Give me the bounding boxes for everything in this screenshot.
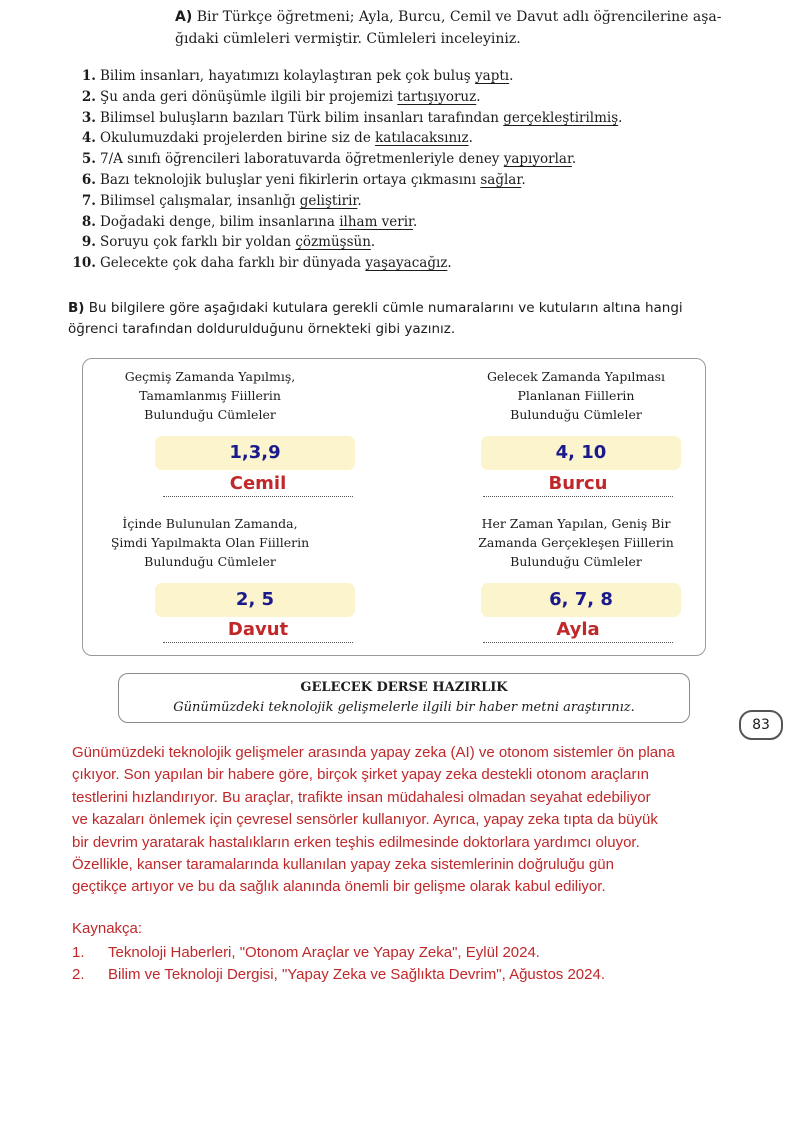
student-name-past[interactable]: Cemil — [163, 472, 353, 497]
box-heading-present — [85, 514, 335, 571]
reference-item — [72, 964, 605, 986]
sentence-end: . — [468, 130, 473, 147]
sentence-text: 7/A sınıfı öğrencileri laboratuvarda öğretmenleriyle deney — [100, 151, 504, 168]
answer-line: bir devrim yaratarak hastalıkların erken teşhis edilmesinde doktorlara yardımcı oluyor. — [72, 833, 640, 851]
sentence-verb: gerçekleştirilmiş — [503, 109, 619, 126]
answer-line: Özellikle, kanser taramalarında kullanılan yapay zeka sistemlerinin doğruluğu gün — [72, 856, 614, 874]
section-b-instructions — [68, 298, 768, 340]
sentence-item — [60, 87, 622, 108]
section-b-line-2: öğrenci tarafından doldurulduğunu örnekteki gibi yazınız. — [68, 321, 456, 337]
sentence-verb: geliştirir — [299, 192, 358, 209]
student-name-aorist[interactable]: Ayla — [483, 618, 673, 643]
box-heading-aorist — [451, 514, 701, 571]
sentence-text: Doğadaki denge, bilim insanlarına — [100, 213, 340, 230]
heading-line: İçinde Bulunulan Zamanda, — [122, 516, 298, 531]
sentence-item — [60, 128, 622, 149]
sentence-list — [60, 66, 622, 274]
sentence-item — [60, 232, 622, 253]
sentence-verb: çözmüşsün — [295, 234, 371, 251]
heading-line: Bulunduğu Cümleler — [144, 407, 276, 422]
sentence-number: 9. — [81, 234, 96, 251]
section-a-line-2: ğıdaki cümleleri vermiştir. Cümleleri inceleyiniz. — [175, 31, 521, 47]
sentence-end: . — [509, 68, 514, 84]
heading-line: Geçmiş Zamanda Yapılmış, — [124, 369, 296, 384]
section-b-line-1 — [68, 298, 768, 319]
answer-paragraph — [72, 742, 772, 899]
sentence-verb: yapıyorlar — [503, 151, 572, 168]
sentence-verb: yaşayacağız — [365, 255, 448, 272]
answer-line: ve kazaları önlemek için çevresel sensörler kullanıyor. Ayrıca, yapay zeka tıpta da büyük — [72, 811, 658, 829]
sentence-text: Gelecekte çok daha farklı bir dünyada — [100, 255, 366, 272]
answer-line: Günümüzdeki teknolojik gelişmeler arasında yapay zeka (AI) ve otonom sistemler ön plana — [72, 744, 675, 761]
sentence-number: 5. — [81, 151, 96, 168]
page-number: 83 — [739, 710, 783, 740]
sentence-number: 8. — [81, 213, 96, 230]
sentence-item — [60, 66, 622, 87]
sentence-verb: sağlar — [480, 171, 522, 188]
sentence-verb: yaptı — [475, 68, 510, 84]
sentence-item — [60, 212, 622, 233]
sentence-end: . — [571, 151, 577, 168]
sentence-text: Bilim insanları, hayatımızı kolaylaştıran pek çok buluş — [100, 68, 476, 84]
answer-line: çıkıyor. Son yapılan bir habere göre, birçok şirket yapay zeka destekli otonom araçların — [72, 766, 649, 784]
student-name-future[interactable]: Burcu — [483, 472, 673, 497]
section-a-letter: A) — [175, 9, 193, 25]
section-a-text-1: Bir Türkçe öğretmeni; Ayla, Burcu, Cemil ve Davut adlı öğrencilerine aşa- — [196, 9, 722, 25]
sentence-item — [60, 149, 622, 170]
preparation-text: Günümüzdeki teknolojik gelişmelerle ilgili bir haber metni araştırınız. — [173, 700, 635, 715]
reference-item — [72, 942, 605, 964]
reference-number: 2. — [72, 966, 85, 983]
heading-line: Tamamlanmış Fiillerin — [139, 388, 281, 403]
preparation-title: GELECEK DERSE HAZIRLIK — [300, 680, 508, 695]
sentence-item — [60, 108, 622, 129]
student-name-present[interactable]: Davut — [163, 618, 353, 643]
heading-line: Bulunduğu Cümleler — [510, 407, 642, 422]
next-lesson-preparation — [118, 673, 690, 723]
sentence-verb: ilham verir — [339, 213, 414, 230]
sentence-item — [60, 253, 622, 274]
section-a-line-1 — [175, 6, 775, 28]
answer-field-past[interactable]: 1,3,9 — [155, 436, 355, 470]
sentence-end: . — [447, 255, 452, 272]
answer-line: geçtikçe artıyor ve bu da sağlık alanında önemli bir gelişme olarak kabul ediliyor. — [72, 878, 606, 896]
references-list — [72, 942, 605, 986]
sentence-text: Soruyu çok farklı bir yoldan — [100, 234, 296, 251]
heading-line: Zamanda Gerçekleşen Fiillerin — [478, 535, 674, 550]
section-b-text-1: Bu bilgilere göre aşağıdaki kutulara gerekli cümle numaralarını ve kutuların altına hangi — [88, 300, 683, 316]
sentence-number: 3. — [81, 109, 96, 126]
sentence-number: 4. — [81, 130, 96, 147]
answer-field-aorist[interactable]: 6, 7, 8 — [481, 583, 681, 617]
reference-text: Bilim ve Teknoloji Dergisi, "Yapay Zeka ve Sağlıkta Devrim", Ağustos 2024. — [108, 966, 605, 983]
answer-field-future[interactable]: 4, 10 — [481, 436, 681, 470]
answer-field-present[interactable]: 2, 5 — [155, 583, 355, 617]
sentence-text: Bazı teknolojik buluşlar yeni fikirlerin ortaya çıkmasını — [100, 171, 481, 188]
sentence-end: . — [521, 171, 526, 188]
sentence-text: Okulumuzdaki projelerden birine siz de — [100, 130, 376, 147]
sentence-text: Bilimsel çalışmalar, insanlığı — [100, 192, 300, 209]
sentence-end: . — [476, 88, 481, 105]
sentence-end: . — [618, 109, 623, 126]
reference-number: 1. — [72, 944, 85, 961]
sentence-verb: tartışıyoruz — [397, 88, 477, 105]
sentence-text: Şu anda geri dönüşümle ilgili bir projemizi — [100, 88, 398, 105]
heading-line: Gelecek Zamanda Yapılması — [486, 369, 666, 384]
sentence-number: 2. — [81, 88, 96, 105]
sentence-number: 10. — [72, 255, 96, 272]
sentence-verb: katılacaksınız — [375, 130, 469, 147]
heading-line: Şimdi Yapılmakta Olan Fiillerin — [110, 535, 310, 550]
sentence-end: . — [413, 213, 418, 230]
answer-line: testlerini hızlandırıyor. Bu araçlar, trafikte insan müdahalesi olmadan seyahat edebiliyor — [72, 788, 651, 806]
heading-line: Planlanan Fiillerin — [517, 388, 635, 403]
answer-panel — [82, 358, 706, 656]
sentence-item — [60, 191, 622, 212]
reference-text: Teknoloji Haberleri, "Otonom Araçlar ve Yapay Zeka", Eylül 2024. — [108, 944, 540, 961]
sentence-number: 7. — [81, 192, 96, 209]
sentence-text: Bilimsel buluşların bazıları Türk bilim insanları tarafından — [100, 109, 504, 126]
references-heading: Kaynakça: — [72, 920, 143, 937]
heading-line: Bulunduğu Cümleler — [144, 554, 276, 569]
sentence-end: . — [357, 192, 362, 209]
sentence-number: 1. — [81, 68, 96, 84]
box-heading-future — [451, 367, 701, 424]
sentence-number: 6. — [81, 171, 96, 188]
heading-line: Bulunduğu Cümleler — [510, 554, 642, 569]
heading-line: Her Zaman Yapılan, Geniş Bir — [481, 516, 671, 531]
sentence-end: . — [370, 234, 376, 251]
box-heading-past — [85, 367, 335, 424]
section-a-instructions — [175, 6, 775, 50]
sentence-item — [60, 170, 622, 191]
section-b-letter: B) — [68, 300, 85, 316]
